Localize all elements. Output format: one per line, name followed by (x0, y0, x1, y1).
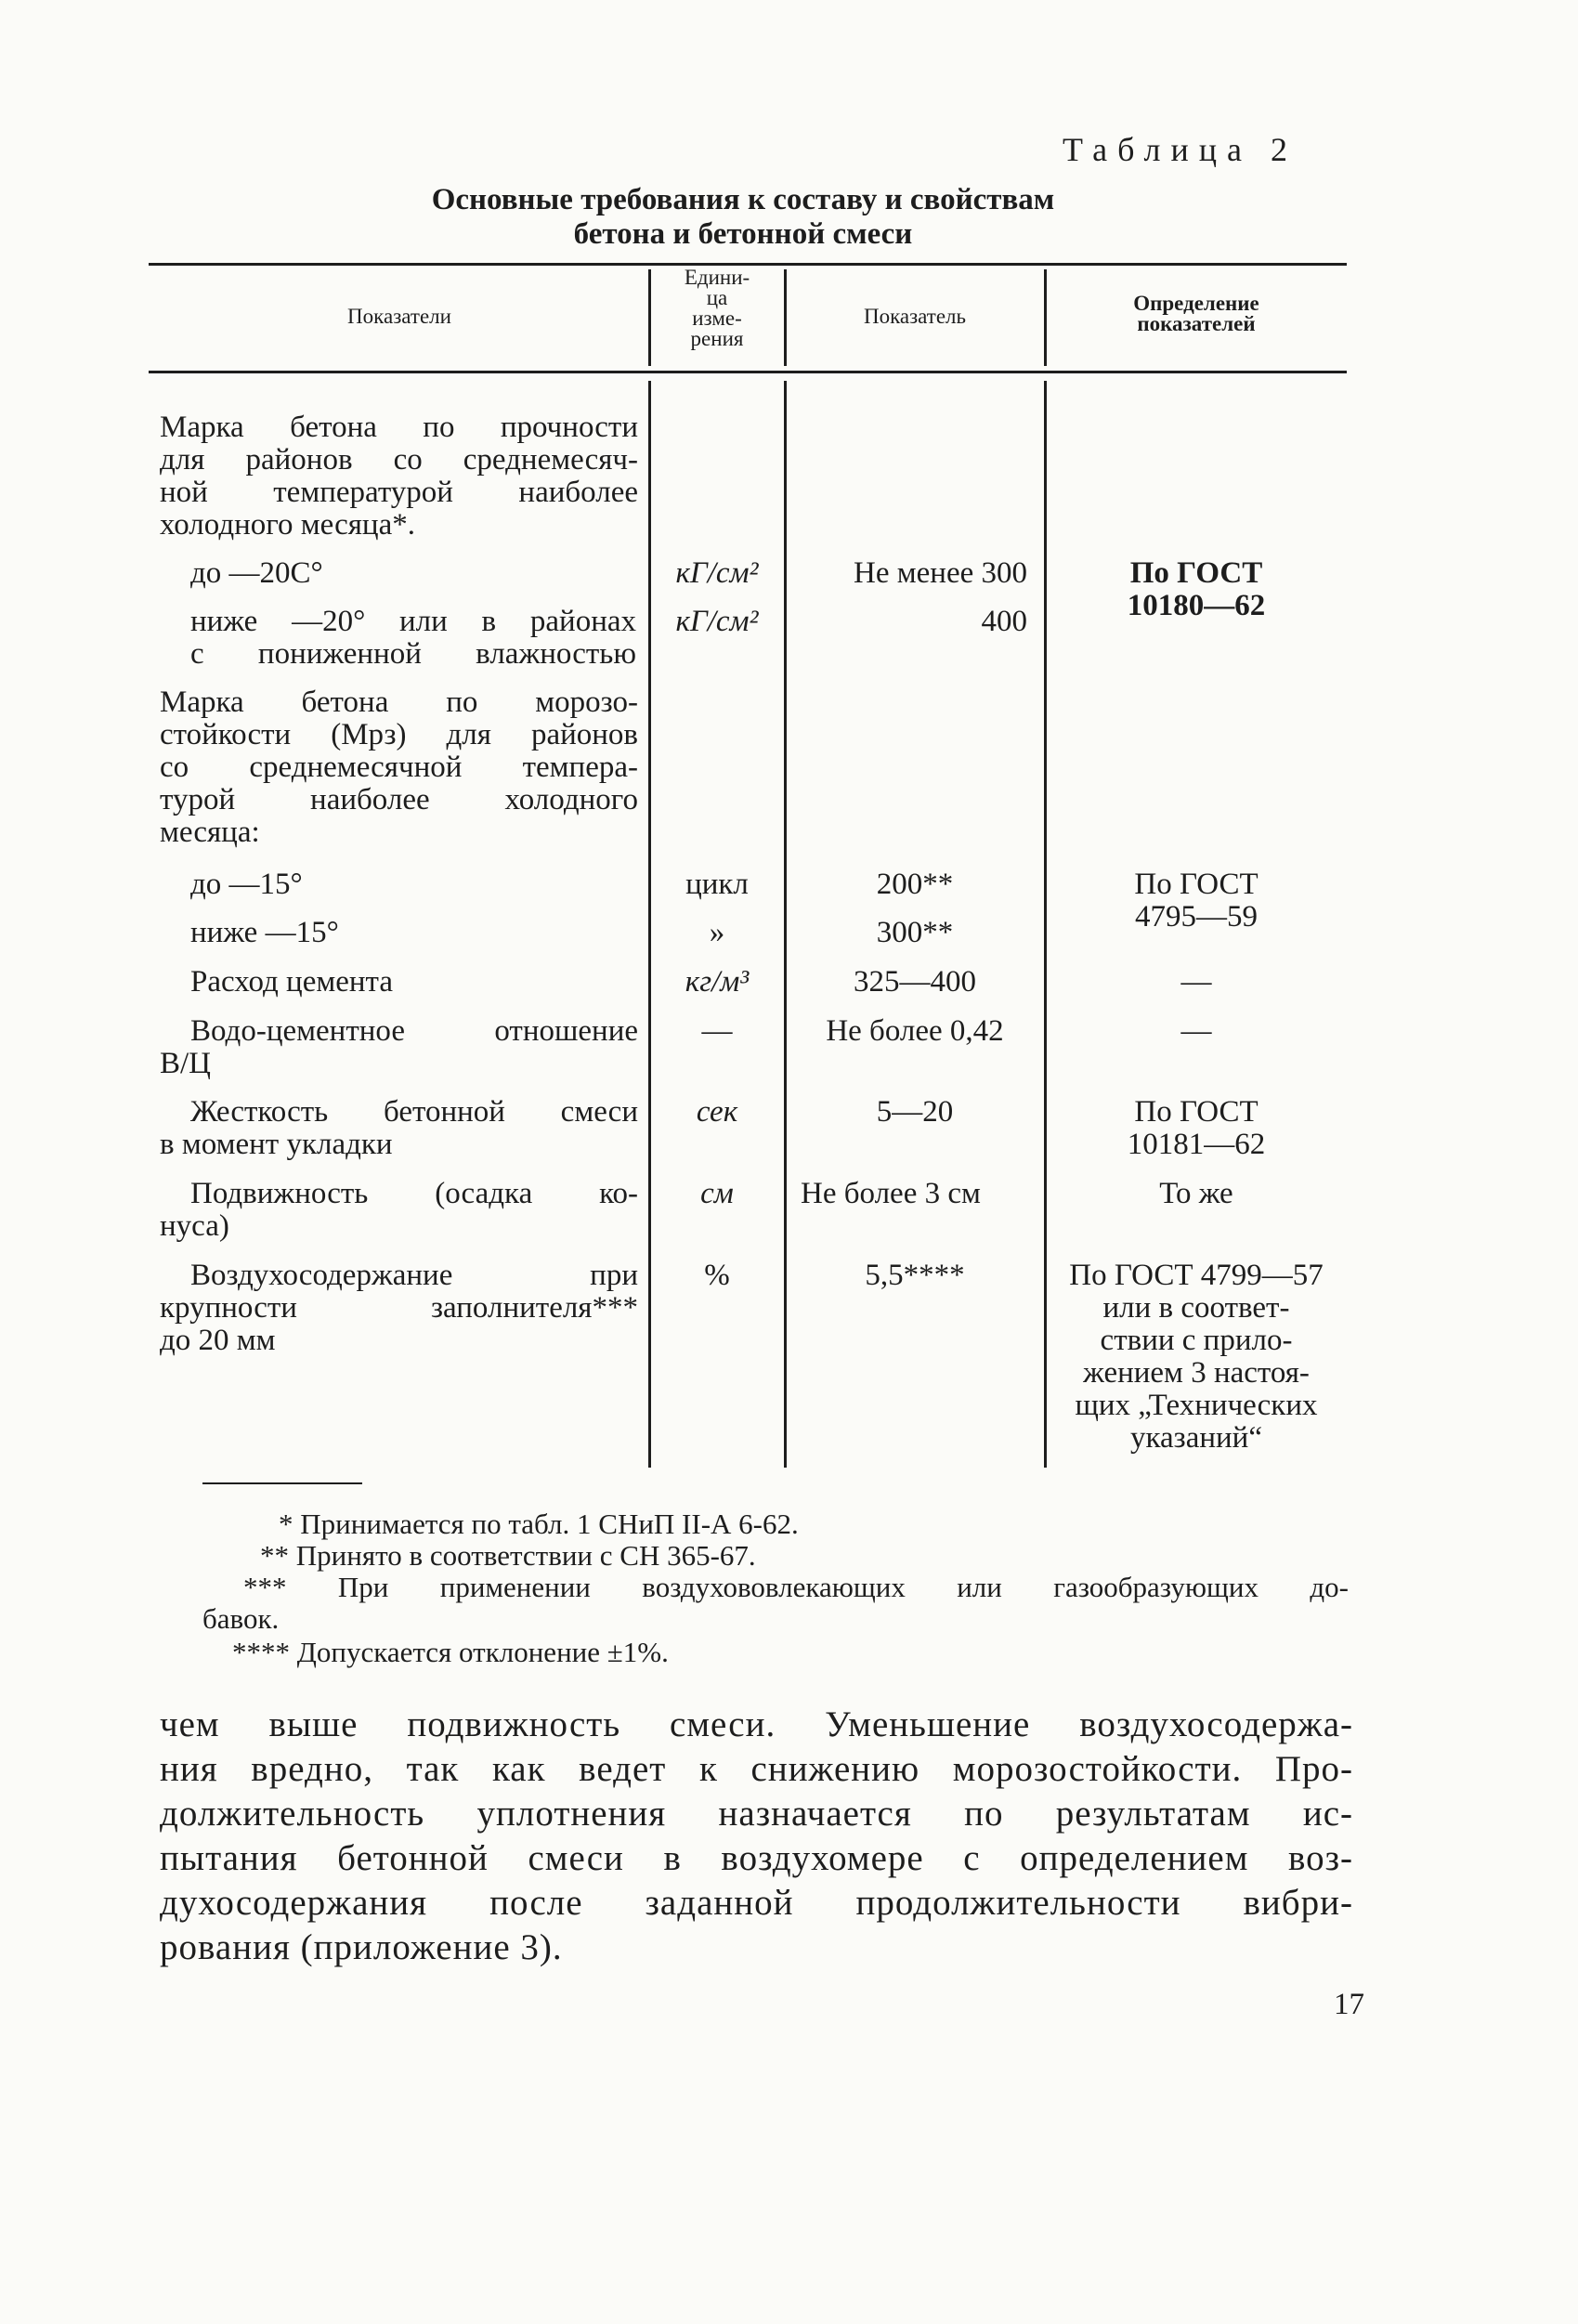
row-unit: см (700, 1177, 734, 1210)
footnote-separator (202, 1482, 362, 1484)
footnote-3: *** При применении воздухововлекающих или газообразующих до- (243, 1571, 1349, 1603)
row-value: 325—400 (854, 965, 976, 999)
row-label: Водо-цементное отношение В/Ц (160, 1014, 638, 1080)
row-label: ниже —15° (190, 916, 339, 949)
header-indicators: Показатели (347, 305, 451, 328)
row-unit: % (704, 1259, 730, 1292)
column-divider-2 (784, 381, 787, 1468)
row-label: Подвижность (осадка ко- нуса) (160, 1177, 638, 1243)
header-method: Определение показателей (1133, 292, 1259, 335)
footnote-3-continued: бавок. (202, 1602, 280, 1635)
row-unit: цикл (685, 868, 749, 901)
row-strength-heading: Марка бетона по прочности для районов со среднемесяч- ной температурой наиболее холодного месяца*. (160, 411, 638, 542)
row-label: Воздухосодержание при крупности заполнителя*** до 20 мм (160, 1259, 638, 1357)
table-label: Таблица 2 (1063, 131, 1298, 168)
row-method: По ГОСТ 10181—62 (1127, 1095, 1266, 1161)
column-divider-1 (648, 381, 651, 1468)
row-label: Расход цемента (190, 965, 394, 999)
table-title-line-1: Основные требования к составу и свойствам (431, 183, 1055, 216)
row-frost-heading: Марка бетона по морозо- стойкости (Мрз) для районов со среднемесячной темпера- турой наиболее холодного месяца: (160, 685, 638, 849)
footnote-1: * Принимается по табл. 1 СНиП II-А 6-62. (279, 1508, 799, 1540)
footnote-2: ** Принято в соответствии с СН 365-67. (260, 1539, 756, 1572)
table-title-line-2: бетона и бетонной смеси (573, 217, 913, 251)
row-unit: кг/м³ (685, 965, 750, 999)
row-value: 5—20 (876, 1095, 954, 1129)
row-unit: кГ/см² (675, 605, 759, 638)
row-value: 400 (981, 605, 1027, 638)
header-divider-2 (784, 269, 787, 366)
page-number: 17 (1334, 1988, 1364, 2021)
row-method: — (1180, 1014, 1212, 1048)
row-method: То же (1159, 1177, 1233, 1210)
row-value: 200** (876, 868, 954, 901)
row-unit: — (701, 1014, 733, 1048)
row-method: По ГОСТ 4795—59 (1134, 868, 1258, 934)
row-value: Не более 3 см (801, 1177, 981, 1210)
row-label: ниже —20° или в районах с пониженной влажностью (190, 605, 636, 671)
row-label: Жесткость бетонной смеси в момент укладки (160, 1095, 638, 1161)
row-value: 300** (876, 916, 954, 949)
row-unit: сек (696, 1095, 738, 1129)
header-unit: Едини- ца изме- рения (684, 266, 750, 350)
header-divider-1 (648, 269, 651, 366)
row-value: Не более 0,42 (826, 1014, 1004, 1048)
row-label: до —15° (190, 868, 303, 901)
header-bottom-rule (149, 371, 1347, 373)
row-method: По ГОСТ 10180—62 (1127, 556, 1266, 622)
row-method: По ГОСТ 4799—57 или в соответ- ствии с прило- жением 3 настоя- щих „Технических указаний“ (1069, 1259, 1324, 1455)
row-value: 5,5**** (865, 1259, 965, 1292)
row-unit: кГ/см² (675, 556, 759, 590)
header-value: Показатель (863, 305, 967, 328)
body-paragraph: чем выше подвижность смеси. Уменьшение воздухосодержа- ния вредно, так как ведет к снижению морозостойкости. Про- должительность уплотнения назначается по результатам ис- пытания бетонной смеси в воздухомере с определением воз- духосодержания после заданной продолжительности вибри- рования (приложение 3). (160, 1704, 1353, 1967)
column-divider-3 (1044, 381, 1047, 1468)
footnote-4: **** Допускается отклонение ±1%. (232, 1636, 669, 1668)
row-method: — (1180, 965, 1212, 999)
row-unit: » (709, 916, 725, 949)
row-label: до —20С° (190, 556, 323, 590)
header-divider-3 (1044, 269, 1047, 366)
row-value: Не менее 300 (854, 556, 1027, 590)
